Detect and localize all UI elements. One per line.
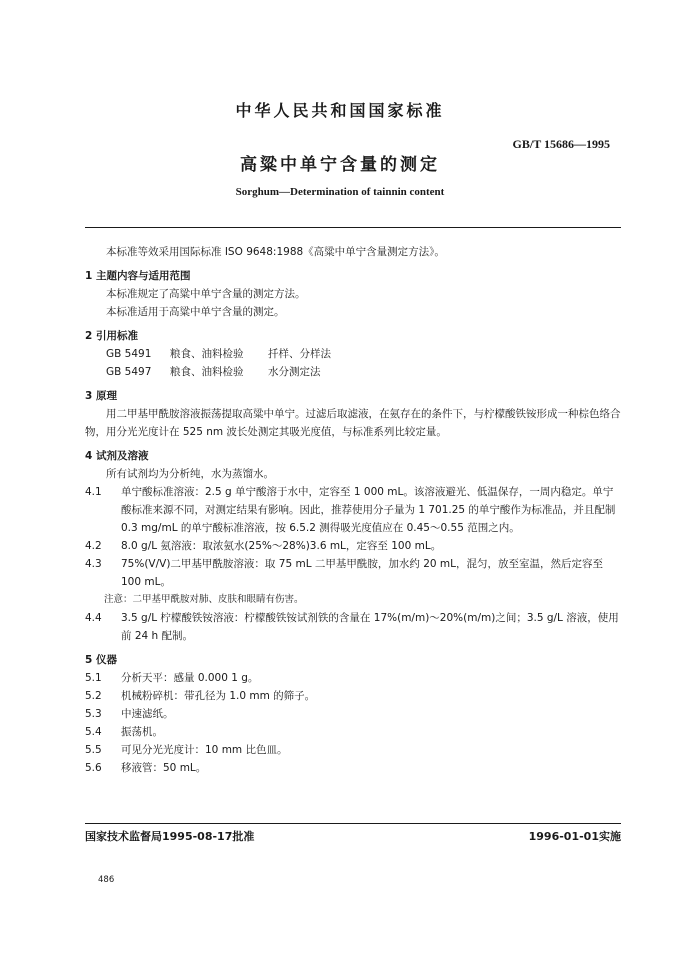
clause-5-5 (85, 741, 621, 759)
clause-number: 4.4 (85, 612, 102, 624)
clause-text: 机械粉碎机：带孔径为 1.0 mm 的筛子。 (121, 690, 316, 702)
clause-text: 单宁酸标准溶液：2.5 g 单宁酸溶于水中，定容至 1 000 mL。该溶液避光、低温保存，一周内稳定。单宁酸标准来源不同，对测定结果有影响。因此，推荐使用分子量为 1 701.25 的单宁酸作为标准品，并且配制 0.3 mg/mL 的单宁酸标准溶液，按 6.5.2 测得吸光度值应在 0.45～0.55 范围之内。 (121, 486, 616, 534)
clause-number: 5.2 (85, 690, 102, 702)
clause-4-2 (85, 537, 621, 555)
clause-text: 75%(V/V)二甲基甲酰胺溶液：取 75 mL 二甲基甲酰胺，加水约 20 mL，混匀，放至室温，然后定容至 100 mL。 (121, 558, 603, 588)
clause-number: 5.4 (85, 726, 102, 738)
section-3-text: 用二甲基甲酰胺溶液振荡提取高粱中单宁。过滤后取滤液，在氨存在的条件下，与柠檬酸铁铵形成一种棕色络合物，用分光光度计在 525 nm 波长处测定其吸光度值，与标准系列比较定量。 (85, 408, 621, 438)
clause-text: 移液管：50 mL。 (121, 762, 207, 774)
section-5-heading: 5 仪器 (85, 654, 117, 666)
reference-row (85, 345, 621, 363)
reference-code: GB 5491 (106, 348, 152, 360)
standard-code: GB/T 15686—1995 (512, 137, 610, 151)
reference-category: 粮食、油料检验 (170, 366, 244, 378)
document-body (85, 243, 621, 777)
clause-number: 4.1 (85, 486, 102, 498)
header-divider (85, 227, 621, 228)
clause-number: 4.3 (85, 558, 102, 570)
clause-number: 5.6 (85, 762, 102, 774)
effective-date: 1996-01-01实施 (528, 830, 621, 843)
clause-5-1 (85, 669, 621, 687)
reference-code: GB 5497 (106, 366, 152, 378)
reference-row (85, 363, 621, 381)
clause-number: 4.2 (85, 540, 102, 552)
section-2-heading: 2 引用标准 (85, 330, 138, 342)
reference-category: 粮食、油料检验 (170, 348, 244, 360)
page-number: 486 (98, 875, 115, 885)
clause-5-6 (85, 759, 621, 777)
section-1-line: 本标准规定了高粱中单宁含量的测定方法。 (106, 288, 306, 300)
clause-number: 5.1 (85, 672, 102, 684)
footer-divider (85, 823, 621, 824)
section-4-intro: 所有试剂均为分析纯，水为蒸馏水。 (106, 468, 274, 480)
clause-text: 中速滤纸。 (121, 708, 174, 720)
clause-4-4 (85, 609, 621, 645)
reference-title: 水分测定法 (268, 366, 321, 378)
document-title-en: Sorghum—Determination of tainnin content (235, 186, 445, 198)
clause-number: 5.3 (85, 708, 102, 720)
section-3-heading: 3 原理 (85, 390, 117, 402)
safety-note: 注意：二甲基甲酰胺对肺、皮肤和眼睛有伤害。 (104, 594, 304, 605)
reference-title: 扦样、分样法 (268, 348, 331, 360)
clause-number: 5.5 (85, 744, 102, 756)
section-1-line: 本标准适用于高粱中单宁含量的测定。 (106, 306, 285, 318)
clause-text: 8.0 g/L 氨溶液：取浓氨水(25%～28%)3.6 mL，定容至 100 mL。 (121, 540, 442, 552)
clause-4-3 (85, 555, 621, 591)
approval-date: 国家技术监督局1995-08-17批准 (85, 830, 255, 843)
clause-4-1 (85, 483, 621, 537)
clause-5-2 (85, 687, 621, 705)
clause-text: 分析天平：感量 0.000 1 g。 (121, 672, 259, 684)
standard-name: 中华人民共和国国家标准 (235, 101, 445, 120)
clause-text: 3.5 g/L 柠檬酸铁铵溶液：柠檬酸铁铵试剂铁的含量在 17%(m/m)～20%(m/m)之间；3.5 g/L 溶液，使用前 24 h 配制。 (121, 612, 619, 642)
section-1-heading: 1 主题内容与适用范围 (85, 270, 191, 282)
intro-paragraph: 本标准等效采用国际标准 ISO 9648:1988《高粱中单宁含量测定方法》。 (106, 246, 445, 258)
section-4-heading: 4 试剂及溶液 (85, 450, 149, 462)
clause-text: 振荡机。 (121, 726, 163, 738)
clause-5-4 (85, 723, 621, 741)
clause-5-3 (85, 705, 621, 723)
document-title-cn: 高粱中单宁含量的测定 (240, 155, 440, 175)
clause-text: 可见分光光度计：10 mm 比色皿。 (121, 744, 288, 756)
